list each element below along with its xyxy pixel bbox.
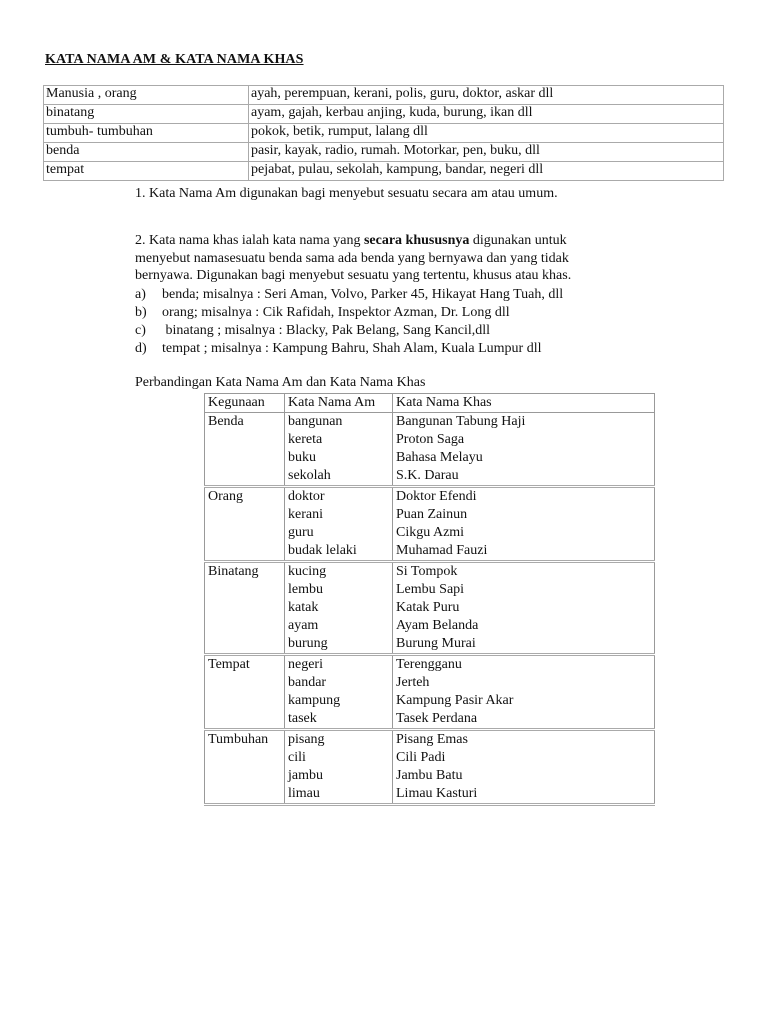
khas-word: Pisang Emas — [396, 732, 468, 747]
kata-nama-am-cell — [285, 655, 393, 730]
category-cell: tumbuh- tumbuhan — [44, 124, 249, 143]
table-row — [44, 162, 724, 181]
am-word: guru — [288, 525, 314, 540]
khas-word: S.K. Darau — [396, 468, 459, 483]
point-2-bold: secara khususnya — [363, 233, 470, 248]
khas-word: Proton Saga — [396, 432, 465, 447]
list-item — [135, 304, 563, 322]
am-word: kampung — [288, 693, 341, 708]
am-word: limau — [288, 786, 320, 801]
khas-word: Jerteh — [396, 675, 430, 690]
table-row — [44, 105, 724, 124]
am-word: tasek — [288, 711, 317, 726]
am-word: cili — [288, 750, 306, 765]
khas-word: Bangunan Tabung Haji — [396, 414, 526, 429]
category-cell: tempat — [44, 162, 249, 181]
khas-word: Doktor Efendi — [396, 489, 477, 504]
table-row — [44, 124, 724, 143]
kata-nama-khas-cell — [393, 562, 655, 655]
table-row — [205, 562, 655, 655]
khas-word: Limau Kasturi — [396, 786, 478, 801]
am-word: bangunan — [288, 414, 343, 429]
page-title: KATA NAMA AM & KATA NAMA KHAS — [45, 52, 304, 67]
point-2-text-end: digunakan untuk — [469, 233, 567, 248]
khas-word: Lembu Sapi — [396, 582, 465, 597]
point-2-line2: menyebut namasesuatu benda sama ada benda yang bernyawa dan yang tidak — [135, 250, 569, 266]
kata-nama-am-cell — [285, 487, 393, 562]
examples-cell: ayah, perempuan, kerani, polis, guru, doktor, askar dll — [249, 86, 724, 105]
kata-nama-am-cell — [285, 730, 393, 805]
examples-cell: ayam, gajah, kerbau anjing, kuda, burung, ikan dll — [249, 105, 724, 124]
category-cell: Manusia , orang — [44, 86, 249, 105]
comparison-table — [204, 393, 655, 806]
list-text: binatang ; misalnya : Blacky, Pak Belang, Sang Kancil,dll — [162, 323, 491, 338]
list-text: benda; misalnya : Seri Aman, Volvo, Parker 45, Hikayat Hang Tuah, dll — [162, 287, 564, 302]
examples-cell: pasir, kayak, radio, rumah. Motorkar, pen, buku, dll — [249, 143, 724, 162]
table-row — [205, 655, 655, 730]
header-kata-nama-am: Kata Nama Am — [285, 394, 393, 413]
khas-word: Si Tompok — [396, 564, 458, 579]
khas-word: Bahasa Melayu — [396, 450, 483, 465]
list-marker: b) — [135, 305, 147, 320]
kata-nama-khas-cell — [393, 655, 655, 730]
kegunaan-cell: Tempat — [205, 655, 285, 730]
list-marker: d) — [135, 341, 147, 356]
table-row — [205, 730, 655, 805]
examples-cell: pejabat, pulau, sekolah, kampung, bandar, negeri dll — [249, 162, 724, 181]
point-2-line3: bernyawa. Digunakan bagi menyebut sesuatu yang tertentu, khusus atau khas. — [135, 268, 572, 283]
am-word: burung — [288, 636, 328, 651]
category-cell: benda — [44, 143, 249, 162]
category-cell: binatang — [44, 105, 249, 124]
list-marker: c) — [135, 323, 146, 338]
table-row — [44, 86, 724, 105]
am-word: ayam — [288, 618, 319, 633]
am-word: pisang — [288, 732, 325, 747]
point-1: 1. Kata Nama Am digunakan bagi menyebut sesuatu secara am atau umum. — [135, 186, 558, 201]
am-word: kucing — [288, 564, 327, 579]
khas-word: Kampung Pasir Akar — [396, 693, 514, 708]
kata-nama-am-cell — [285, 562, 393, 655]
am-word: negeri — [288, 657, 323, 672]
am-word: budak lelaki — [288, 543, 357, 558]
am-word: sekolah — [288, 468, 331, 483]
khas-word: Cili Padi — [396, 750, 446, 765]
am-word: katak — [288, 600, 319, 615]
khas-word: Katak Puru — [396, 600, 460, 615]
list-item — [135, 340, 563, 358]
table-header-row — [205, 394, 655, 413]
khas-word: Puan Zainun — [396, 507, 468, 522]
header-kata-nama-khas: Kata Nama Khas — [393, 394, 655, 413]
khas-word: Tasek Perdana — [396, 711, 478, 726]
table-row — [44, 143, 724, 162]
list-marker: a) — [135, 287, 146, 302]
category-table — [43, 85, 724, 181]
kata-nama-am-cell — [285, 413, 393, 487]
kegunaan-cell: Orang — [205, 487, 285, 562]
khas-word: Terengganu — [396, 657, 462, 672]
comparison-heading: Perbandingan Kata Nama Am dan Kata Nama Khas — [135, 375, 426, 390]
point-2 — [135, 232, 635, 285]
am-word: jambu — [288, 768, 323, 783]
list-item — [135, 322, 563, 340]
kegunaan-cell: Benda — [205, 413, 285, 487]
khas-word: Jambu Batu — [396, 768, 463, 783]
khas-word: Ayam Belanda — [396, 618, 479, 633]
kegunaan-cell: Tumbuhan — [205, 730, 285, 805]
point-2-text: 2. Kata nama khas ialah kata nama yang — [135, 233, 364, 248]
am-word: buku — [288, 450, 316, 465]
am-word: doktor — [288, 489, 325, 504]
kata-nama-khas-cell — [393, 730, 655, 805]
examples-cell: pokok, betik, rumput, lalang dll — [249, 124, 724, 143]
list-text: orang; misalnya : Cik Rafidah, Inspektor Azman, Dr. Long dll — [162, 305, 510, 320]
header-kegunaan: Kegunaan — [205, 394, 285, 413]
kata-nama-khas-cell — [393, 413, 655, 487]
kata-nama-khas-cell — [393, 487, 655, 562]
am-word: lembu — [288, 582, 323, 597]
table-row — [205, 487, 655, 562]
am-word: kerani — [288, 507, 323, 522]
khas-word: Burung Murai — [396, 636, 476, 651]
khas-word: Muhamad Fauzi — [396, 543, 488, 558]
kegunaan-cell: Binatang — [205, 562, 285, 655]
examples-list — [135, 286, 563, 358]
table-row — [205, 413, 655, 487]
am-word: bandar — [288, 675, 327, 690]
list-item — [135, 286, 563, 304]
khas-word: Cikgu Azmi — [396, 525, 465, 540]
am-word: kereta — [288, 432, 323, 447]
list-text: tempat ; misalnya : Kampung Bahru, Shah Alam, Kuala Lumpur dll — [162, 341, 542, 356]
